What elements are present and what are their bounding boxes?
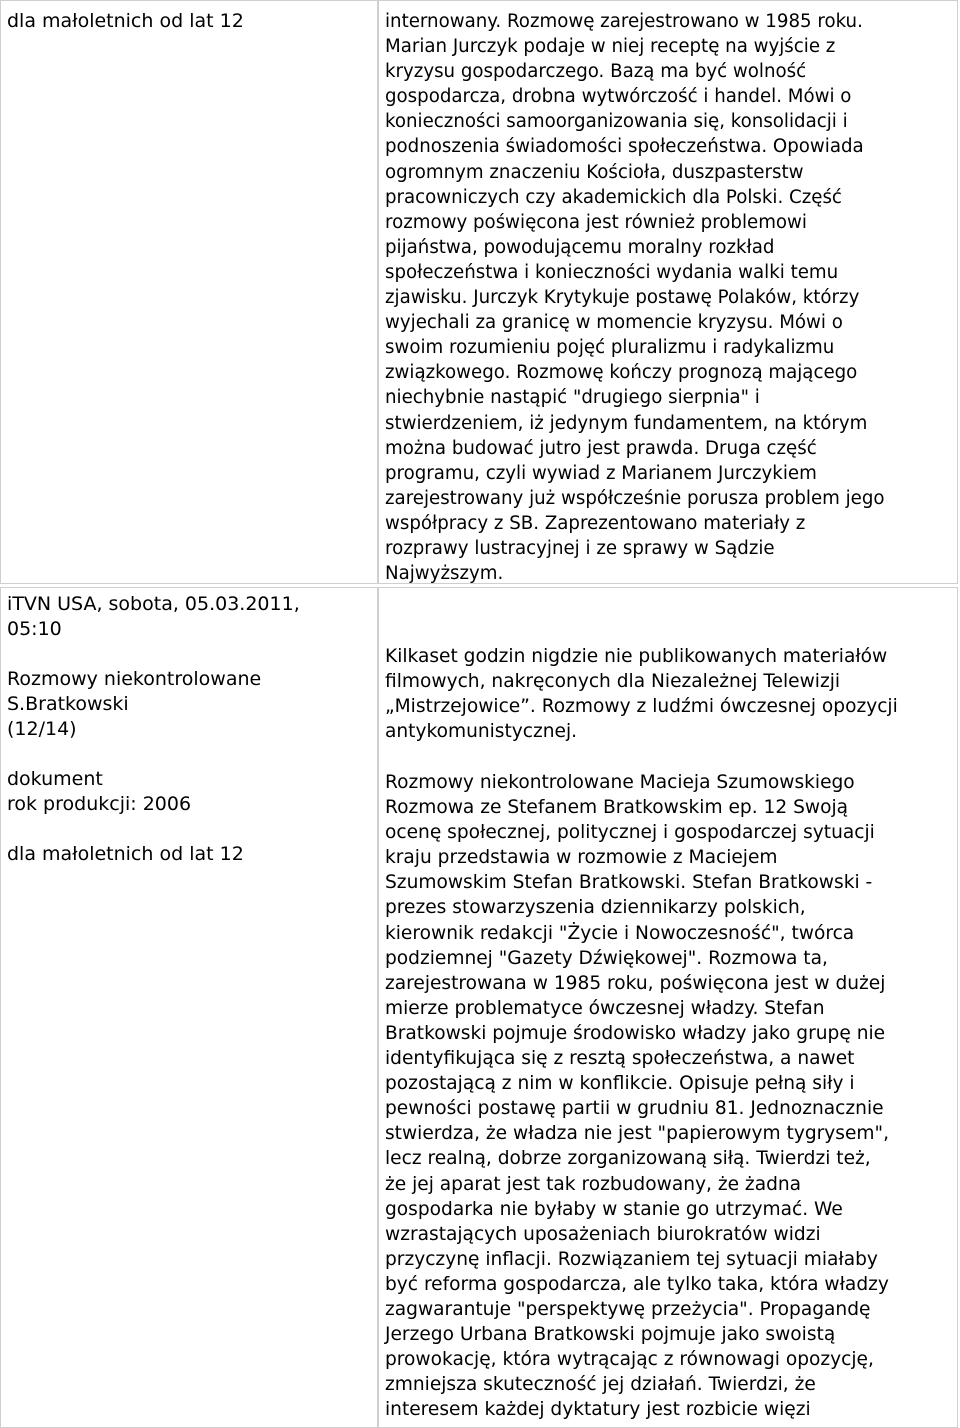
program-info-cell <box>0 587 378 1428</box>
program-meta: dokument rok produkcji: 2006 <box>7 768 192 815</box>
series-intro: Kilkaset godzin nigdzie nie publikowanych materiałów filmowych, nakręconych dla Niezależnej Telewizji „Mistrzejowice”. Rozmowy z ludźmi ówczesnej opozycji antykomunistycznej. <box>385 646 898 743</box>
program-info-cell <box>0 0 378 584</box>
broadcast-schedule: iTVN USA, sobota, 05.03.2011, 05:10 <box>7 593 300 640</box>
age-rating: dla małoletnich od lat 12 <box>7 10 244 32</box>
program-description-cell <box>378 0 958 584</box>
program-description: internowany. Rozmowę zarejestrowano w 1985 roku. Marian Jurczyk podaje w niej receptę na wyjście z kryzysu gospodarczego. Bazą ma być wolność gospodarcza, drobna wytwórczość i handel. Mówi o konieczności samoorganizowania się, konsolidacji i podnoszenia świadomości społeczeństwa. Opowiada ogromnym znaczeniu Kościoła, duszpasterstw pracowniczych czy akademickich dla Polski. Część rozmowy poświęcona jest również problemowi pijaństwa, powodującemu moralny rozkład społeczeństwa i konieczności wydania walki temu zjawisku. Jurczyk Krytykuje postawę Polaków, którzy wyjechali za granicę w momencie kryzysu. Mówi o swoim rozumieniu pojęć pluralizmu i radykalizmu związkowego. Rozmowę kończy prognozą mającego niechybnie nastąpić "drugiego sierpnia" i stwierdzeniem, iż jedynym fundamentem, na którym można budować jutro jest prawda. Druga część programu, czyli wywiad z Marianem Jurczykiem zarejestrowany już współcześnie porusza problem jego współpracy z SB. Zaprezentowano materiały z rozprawy lustracyjnej i ze sprawy w Sądzie Najwyższym. <box>385 11 885 585</box>
program-description: Rozmowy niekontrolowane Macieja Szumowskiego Rozmowa ze Stefanem Bratkowskim ep. 12 Swoją ocenę społecznej, politycznej i gospodarczej sytuacji kraju przedstawia w rozmowie z Maciejem Szumowskim Stefan Bratkowski. Stefan Bratkowski - prezes stowarzyszenia dziennikarzy polskich, kierownik redakcji "Życie i Nowoczesność", twórca podziemnej "Gazety Dźwiękowej". Rozmowa ta, zarejestrowana w 1985 roku, poświęcona jest w dużej mierze problematyce ówczesnej władzy. Stefan Bratkowski pojmuje środowisko władzy jako grupę nie identyfikująca się z resztą społeczeństwa, a nawet pozostającą z nim w konflikcie. Opisuje pełną siły i pewności postawę partii w grudniu 81. Jednoznacznie stwierdza, że władza nie jest "papierowym tygrysem", lecz realną, dobrze zorganizowaną siłą. Twierdzi też, że jej aparat jest tak rozbudowany, że żadna gospodarka nie byłaby w stanie go utrzymać. We wzrastających uposażeniach biurokratów widzi przyczynę inflacji. Rozwiązaniem tej sytuacji miałaby być reforma gospodarcza, ale tylko taka, która władzy zagwarantuje "perspektywę przeżycia". Propagandę Jerzego Urbana Bratkowski pojmuje jako swoistą prowokację, która wytrącając z równowagi opozycję, zmniejsza skuteczność jej działań. Twierdzi, że interesem każdej dyktatury jest rozbicie więzi <box>385 772 889 1421</box>
age-rating: dla małoletnich od lat 12 <box>7 843 244 865</box>
program-description-cell <box>378 587 958 1428</box>
program-title: Rozmowy niekontrolowane S.Bratkowski (12/14) <box>7 668 262 740</box>
